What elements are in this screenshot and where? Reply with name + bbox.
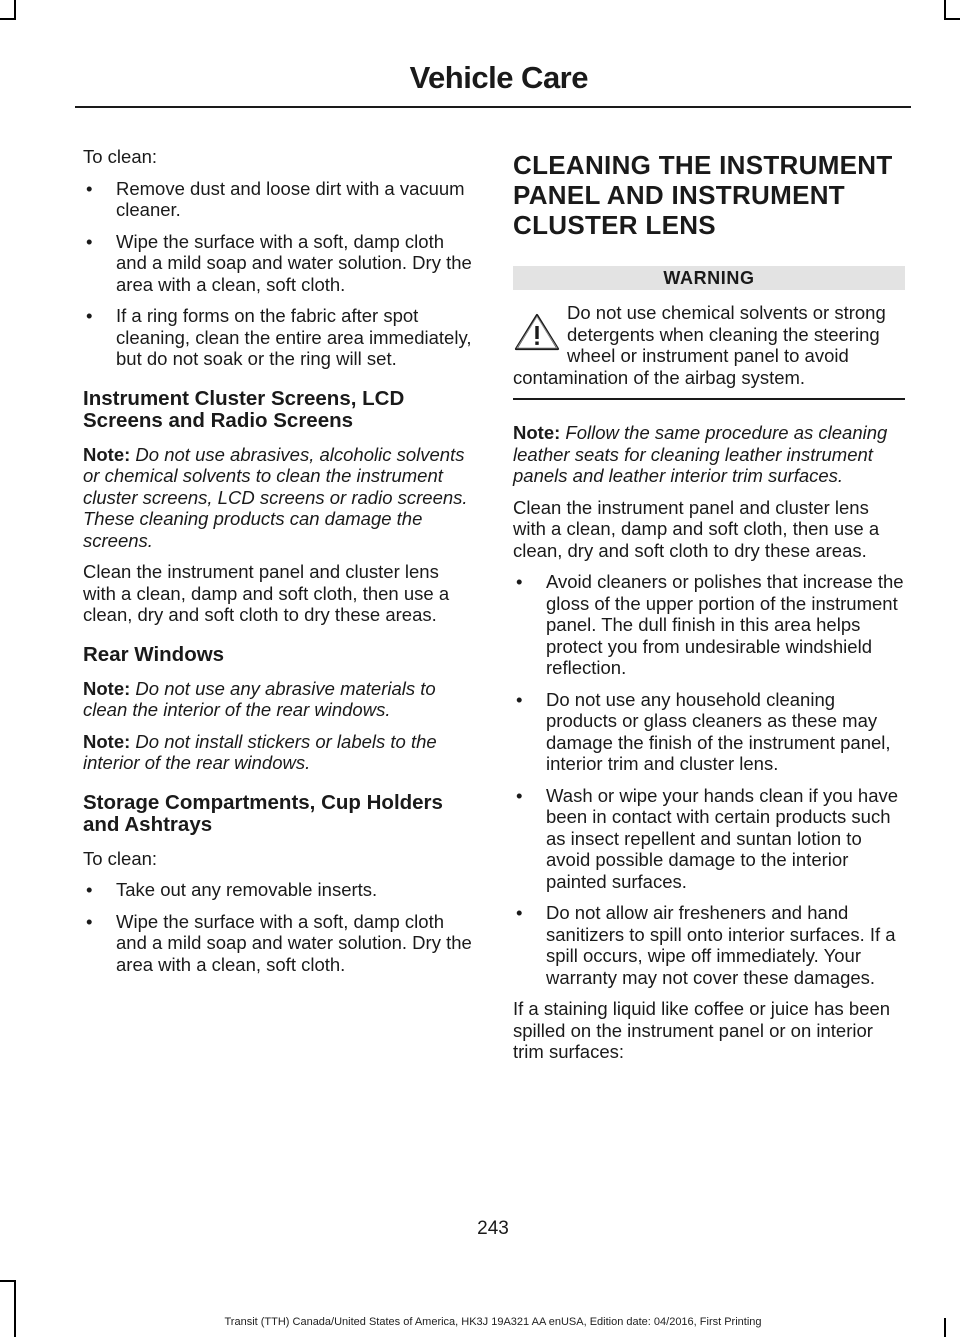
paragraph: If a staining liquid like coffee or juice has been spilled on the instrument panel or on interior trim surfaces: <box>513 998 891 1062</box>
crop-mark <box>944 0 946 20</box>
heading-storage: Storage Compartments, Cup Holders and Ashtrays <box>83 790 443 836</box>
crop-mark <box>14 0 16 20</box>
crop-mark <box>14 1280 16 1337</box>
bullet-list <box>83 879 475 975</box>
note-label: Note: <box>83 443 131 465</box>
list-item: • Do not use any household cleaning products or glass cleaners as these may damage the finish of the instrument panel, interior trim and cluster lens. <box>513 689 905 775</box>
header-rule <box>75 106 911 108</box>
list-item: • Take out any removable inserts. <box>83 879 475 901</box>
warning-label: WARNING <box>513 266 905 290</box>
section-title: Vehicle Care <box>409 60 588 95</box>
page-number: 243 <box>477 1218 509 1239</box>
list-item: • Do not allow air fresheners and hand sanitizers to spill onto interior surfaces. If a spill occurs, wipe off immediately. Your warranty may not cover these damages. <box>513 902 905 988</box>
note-text: Follow the same procedure as cleaning leather seats for cleaning leather instrument panels and leather interior trim surfaces. <box>513 422 888 486</box>
note-label: Note: <box>513 422 561 443</box>
warning-triangle-icon <box>513 312 561 352</box>
right-column <box>513 146 905 1073</box>
list-item: • If a ring forms on the fabric after spot cleaning, clean the entire area immediately, but do not soak or the ring will set. <box>83 305 475 370</box>
heading-screens: Instrument Cluster Screens, LCD Screens and Radio Screens <box>83 386 405 432</box>
note-procedure <box>513 422 905 487</box>
note-text: Do not use any abrasive materials to clean the interior of the rear windows. <box>83 677 436 720</box>
note-text: Do not use abrasives, alcoholic solvents or chemical solvents to clean the instrument cluster screens, LCD screens or radio screens. These cleaning products can damage the screens. <box>83 443 468 551</box>
note-rear-1 <box>83 678 475 721</box>
paragraph: Clean the instrument panel and cluster lens with a clean, damp and soft cloth, then use a clean, dry and soft cloth to dry these areas. <box>83 561 450 625</box>
list-item: • Avoid cleaners or polishes that increase the gloss of the upper portion of the instrument panel. The dull finish in this area helps protect you from undesirable windshield reflection. <box>513 571 905 679</box>
intro-text: To clean: <box>83 847 158 869</box>
heading-rear-windows: Rear Windows <box>83 642 225 666</box>
list-item: • Wash or wipe your hands clean if you have been in contact with certain products such as insect repellent and suntan lotion to avoid possible damage to the interior painted surfaces. <box>513 785 905 893</box>
note-rear-2 <box>83 731 475 774</box>
crop-mark <box>944 18 960 20</box>
list-item: • Wipe the surface with a soft, damp cloth and a mild soap and water solution. Dry the area with a clean, soft cloth. <box>83 911 475 976</box>
list-item: • Remove dust and loose dirt with a vacuum cleaner. <box>83 178 475 221</box>
left-column <box>83 146 475 985</box>
crop-mark <box>0 18 16 20</box>
edition-footer: Transit (TTH) Canada/United States of America, HK3J 19A321 AA enUSA, Edition date: 04/2016, First Printing <box>224 1316 762 1328</box>
bullet-list <box>83 178 475 370</box>
paragraph: Clean the instrument panel and cluster lens with a clean, damp and soft cloth, then use a clean, dry and soft cloth to dry these areas. <box>513 496 880 561</box>
bullet-list <box>513 571 905 988</box>
warning-block <box>513 302 905 400</box>
crop-mark <box>0 1280 16 1282</box>
note-screens <box>83 444 475 552</box>
note-label: Note: <box>83 677 131 699</box>
note-label: Note: <box>83 730 131 752</box>
main-heading: CLEANING THE INSTRUMENT PANEL AND INSTRUMENT CLUSTER LENS <box>513 150 893 240</box>
intro-text: To clean: <box>83 146 158 167</box>
warning-text: Do not use chemical solvents or strong detergents when cleaning the steering wheel or instrument panel to avoid contamination of the airbag system. <box>513 302 886 388</box>
note-text: Do not install stickers or labels to the interior of the rear windows. <box>83 730 437 773</box>
list-item: • Wipe the surface with a soft, damp cloth and a mild soap and water solution. Dry the area with a clean, soft cloth. <box>83 231 475 296</box>
